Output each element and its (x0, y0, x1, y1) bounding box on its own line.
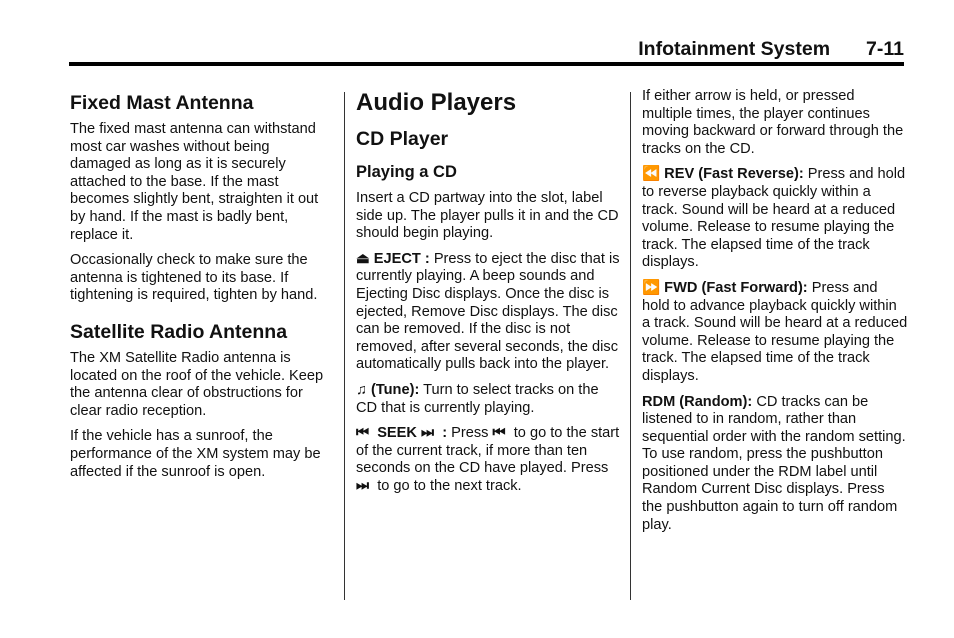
eject-icon: ⏏ (356, 250, 370, 267)
seek-previous-icon: ⏮ (356, 425, 370, 442)
column-divider-1 (344, 92, 345, 600)
fwd-label: FWD (Fast Forward): (664, 279, 808, 296)
paragraph-rdm (642, 394, 908, 535)
page-number: 7-11 (866, 38, 904, 60)
tune-text: Turn to select tracks on the CD that is currently playing. (356, 381, 599, 416)
column-divider-2 (630, 92, 631, 600)
seek-next-icon: ⏭ (356, 477, 370, 494)
paragraph-fixed-1: The fixed mast antenna can withstand most car washes without being damaged as long as it is securely attached to the base. If the mast becomes slightly bent, straighten it out by hand. If the mast is badly bent, replace it. (70, 121, 319, 243)
fast-forward-icon: ⏩ (642, 279, 661, 296)
header-rule (69, 62, 904, 66)
column-2 (356, 88, 620, 504)
seek-previous-icon: ⏮ (492, 425, 506, 442)
paragraph-insert: Insert a CD partway into the slot, label side up. The player pulls it in and the CD should begin playing. (356, 190, 619, 242)
eject-label: EJECT : (373, 250, 430, 267)
section-title: Infotainment System (638, 38, 831, 60)
music-note-icon: ♫ (356, 381, 367, 398)
paragraph-eject (356, 251, 620, 374)
paragraph-fwd (642, 280, 908, 386)
header-title (638, 38, 904, 61)
rev-label: REV (Fast Reverse): (664, 166, 804, 183)
paragraph-seek (356, 425, 620, 495)
rev-text: Press and hold to reverse playback quickly within a track. Sound will be heard at a reduced volume. Release to resume playing the track. The elapsed time of the track displays. (642, 166, 906, 271)
heading-satellite-radio-antenna: Satellite Radio Antenna (70, 320, 288, 343)
paragraph-sat-1: The XM Satellite Radio antenna is located on the roof of the vehicle. Keep the antenna clear of obstructions for clear radio reception. (70, 349, 324, 419)
rdm-text: CD tracks can be listened to in random, rather than sequential order with the random setting. To use random, press the pushbutton positioned under the RDM label until Random Current Disc displays. Press the pushbutton again to turn off random play. (642, 393, 906, 533)
column-1 (70, 88, 332, 489)
paragraph-fixed-2: Occasionally check to make sure the antenna is tightened to its base. If tightening is required, tighten by hand. (70, 252, 318, 304)
paragraph-arrow: If either arrow is held, or pressed multiple times, the player continues moving backward or forward through the tracks on the CD. (642, 88, 904, 157)
page-header (69, 36, 904, 64)
seek-text-1: Press (451, 425, 489, 442)
heading-fixed-mast-antenna: Fixed Mast Antenna (70, 92, 254, 114)
seek-label: SEEK (377, 425, 417, 442)
heading-cd-player: CD Player (356, 128, 449, 150)
seek-text-3: to go to the next track. (377, 477, 522, 494)
eject-text: Press to eject the disc that is currently playing. A beep sounds and Ejecting Disc displays. Once the disc is ejected, Remove Disc displays. The disc can be removed. If the disc is not removed, after several seconds, the disc automatically pulls back into the player. (356, 250, 620, 373)
tune-label: (Tune): (370, 381, 420, 398)
heading-audio-players: Audio Players (356, 89, 517, 116)
heading-playing-a-cd: Playing a CD (356, 163, 457, 181)
paragraph-tune (356, 382, 620, 417)
seek-colon: : (442, 425, 448, 442)
paragraph-rev (642, 166, 908, 272)
rdm-label: RDM (Random): (642, 393, 753, 410)
column-3 (642, 88, 908, 542)
seek-next-icon: ⏭ (421, 425, 435, 442)
rewind-icon: ⏪ (642, 166, 661, 183)
seek-text-2: to go to the start of the current track, if more than ten seconds on the CD have played. Press (356, 425, 620, 477)
paragraph-sat-2: If the vehicle has a sunroof, the performance of the XM system may be affected if the sunroof is open. (70, 428, 321, 480)
fwd-text: Press and hold to advance playback quickly within a track. Sound will be heard at a reduced volume. Release to resume playing the track. The elapsed time of the track displays. (642, 279, 908, 384)
